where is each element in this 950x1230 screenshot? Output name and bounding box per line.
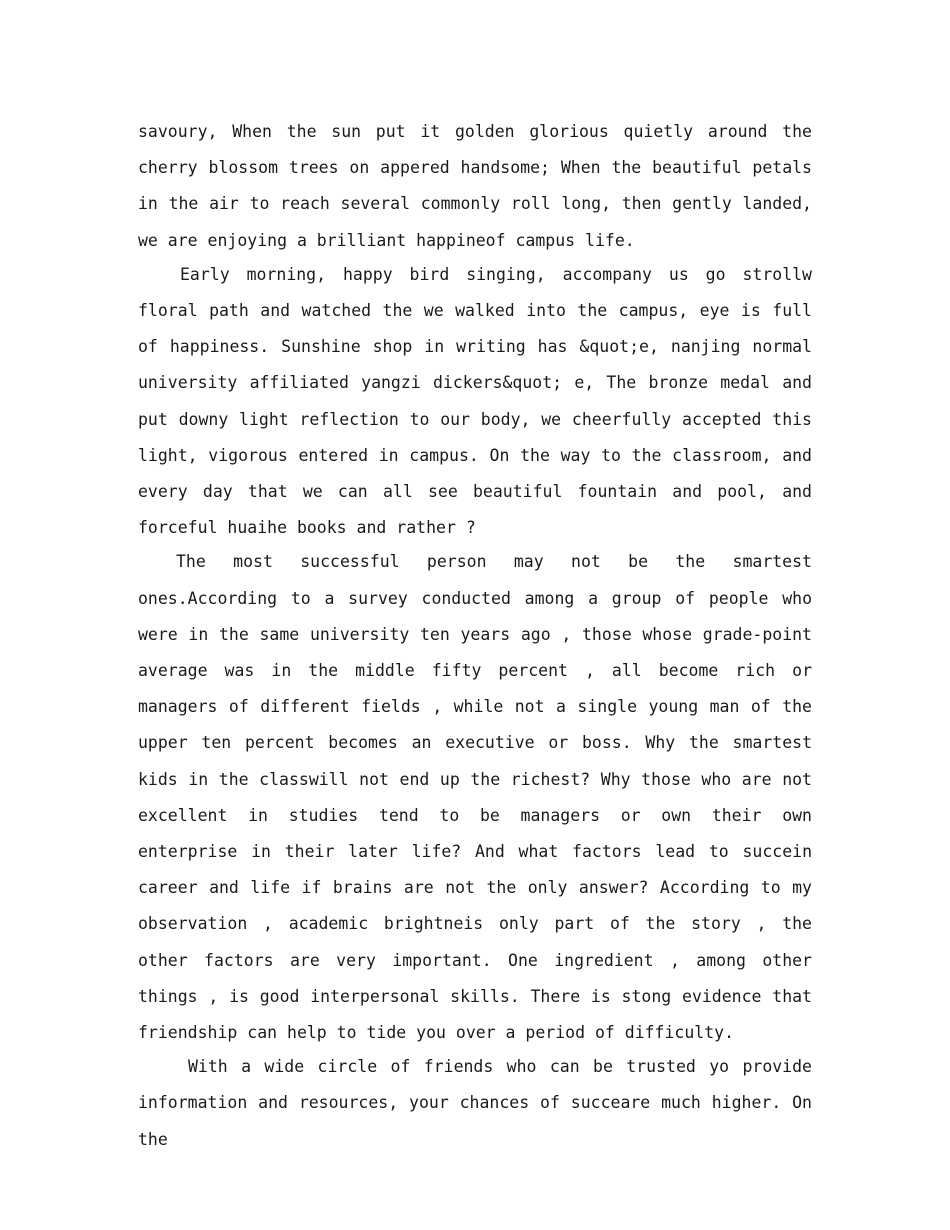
paragraph-2: Early morning, happy bird singing, accompany us go strollw floral path and watched the we walked into the campus, eye is full of happiness. Sunshine shop in writing has &quot;e, nanjing normal university affiliated yangzi dickers&quot; e, The bronze medal and put downy light reflection to our body, we cheerfully accepted this light, vigorous entered in campus. On the way to the classroom, and every day that we can all see beautiful fountain and pool, and forceful huaihe books and rather ? [138, 264, 812, 538]
paragraph-1: savoury, When the sun put it golden glorious quietly around the cherry blossom trees on appered handsome; When the beautiful petals in the air to reach several commonly roll long, then gently landed, we are enjoying a brilliant happineof campus life. [138, 122, 812, 250]
paragraph-4: With a wide circle of friends who can be trusted yo provide information and resources, your chances of succeare much higher. On the [138, 1057, 812, 1149]
paragraph-3: The most successful person may not be the smartest ones.According to a survey conducted among a group of people who were in the same university ten years ago , those whose grade-point average was in the middle fifty percent , all become rich or managers of different fields , while not a single young man of the upper ten percent becomes an executive or boss. Why the smartest kids in the classwill not end up the richest? Why those who are not excellent in studies tend to be managers or own their own enterprise in their later life? And what factors lead to succein career and life if brains are not the only answer? According to my observation , academic brightneis only part of the story , the other factors are very important. One ingredient , among other things , is good interpersonal skills. There is stong evidence that friendship can help to tide you over a period of difficulty. [138, 552, 812, 1043]
document-body [138, 114, 812, 1158]
